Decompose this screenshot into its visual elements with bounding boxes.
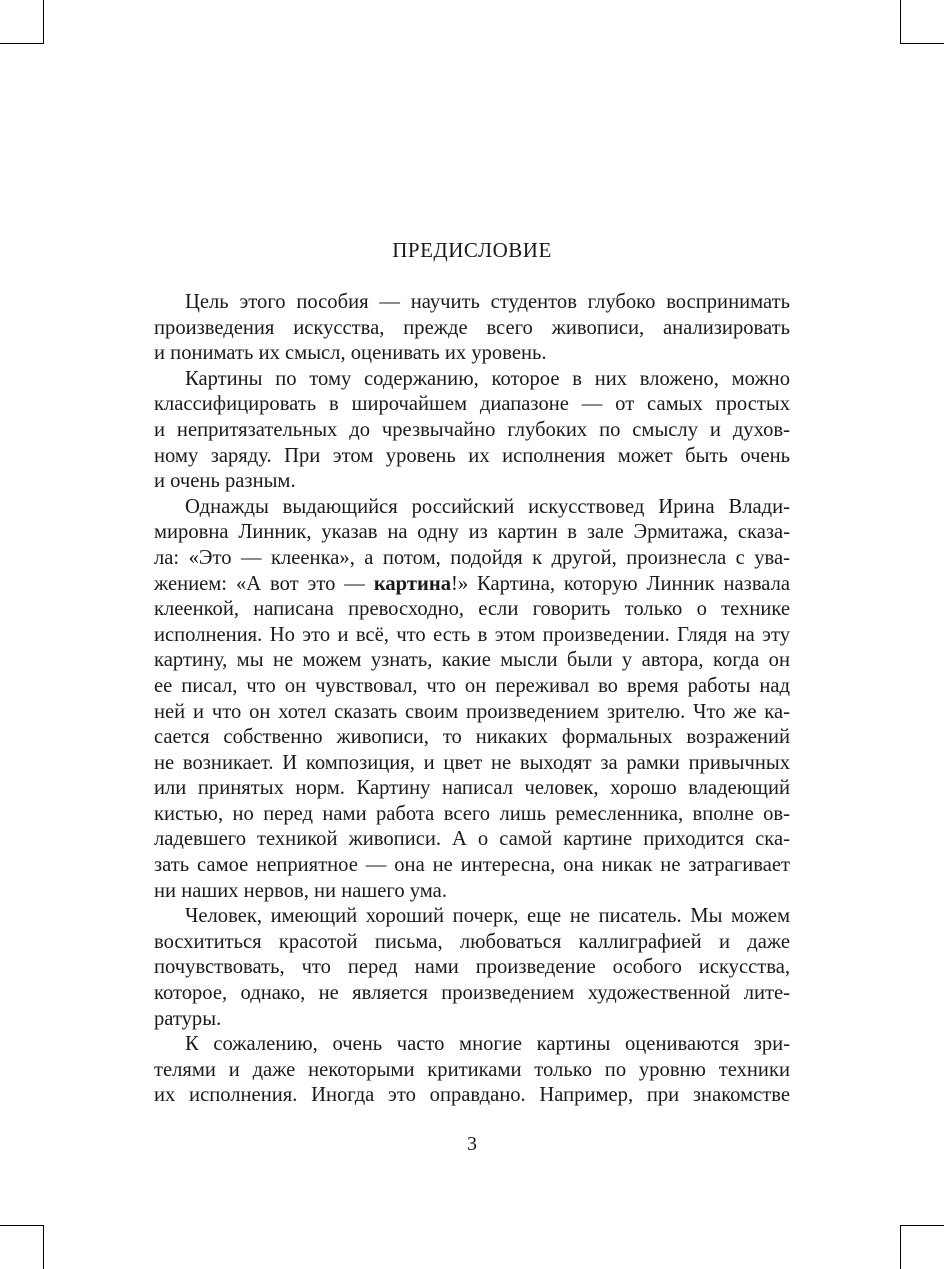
text-line: ратуры.: [154, 1007, 222, 1030]
text-line: мировна Линник, указав на одну из картин в зале Эрмитажа, сказа-: [154, 521, 790, 544]
text-line: исполнения. Но это и всё, что есть в этом произведении. Глядя на эту: [154, 623, 790, 646]
text-line: Цель этого пособия — научить студентов глубоко воспринимать: [185, 291, 790, 313]
text-line: Картины по тому содержанию, которое в них вложено, можно: [185, 367, 790, 390]
crop-mark-top-right-horizontal: [900, 43, 944, 44]
text-line: их исполнения. Иногда это оправдано. Например, при знакомстве: [154, 1084, 790, 1107]
crop-mark-top-left-vertical: [43, 0, 44, 44]
page-number: 3: [467, 1133, 477, 1155]
emphasized-word: картина: [373, 572, 451, 595]
text-line: кистью, но перед нами работа всего лишь ремесленника, вполне ов-: [154, 802, 790, 825]
text-line: К сожалению, очень часто многие картины оцениваются зри-: [185, 1033, 790, 1056]
text-line: ней и что он хотел сказать своим произведением зрителю. Что же ка-: [154, 700, 790, 723]
text-line: ни наших нервов, ни нашего ума.: [154, 879, 447, 902]
text-line: ному заряду. При этом уровень их исполнения может быть очень: [154, 444, 790, 467]
text-segment: !» Картина, которую Линник назвала: [451, 572, 791, 595]
text-line: картину, мы не можем узнать, какие мысли были у автора, когда он: [154, 649, 790, 672]
text-line: произведения искусства, прежде всего живописи, анализировать: [154, 316, 790, 339]
text-line: не возникает. И композиция, и цвет не выходят за рамки привычных: [154, 751, 790, 774]
text-line: которое, однако, не является произведением художественной лите-: [154, 982, 790, 1005]
text-line: восхититься красотой письма, любоваться каллиграфией и даже: [154, 930, 790, 953]
crop-mark-bottom-right-horizontal: [900, 1225, 944, 1226]
text-line: клеенкой, написана превосходно, если говорить только о технике: [154, 598, 790, 621]
text-line: ладевшего техникой живописи. А о самой картине приходится ска-: [154, 828, 790, 851]
text-line: Человек, имеющий хороший почерк, еще не писатель. Мы можем: [185, 905, 790, 928]
crop-mark-top-left-horizontal: [0, 43, 44, 44]
text-line: и непритязательных до чрезвычайно глубоких по смыслу и духов-: [154, 418, 790, 441]
text-line: или принятых норм. Картину написал человек, хорошо владеющий: [154, 777, 790, 800]
text-line: зать самое неприятное — она не интересна, она никак не затрагивает: [154, 854, 790, 877]
crop-mark-bottom-left-horizontal: [0, 1225, 44, 1226]
text-line: ла: «Это — клеенка», а потом, подойдя к другой, произнесла с ува-: [154, 546, 790, 569]
text-line: телями и даже некоторыми критиками только по уровню техники: [154, 1058, 790, 1081]
text-line-with-emphasis: [154, 572, 790, 598]
text-line: почувствовать, что перед нами произведение особого искусства,: [154, 956, 790, 979]
crop-mark-bottom-right-vertical: [900, 1225, 901, 1269]
text-line: сается собственно живописи, то никаких формальных возражений: [154, 726, 790, 749]
page-title: ПРЕДИСЛОВИЕ: [392, 238, 552, 262]
text-line: Однажды выдающийся российский искусствовед Ирина Влади-: [185, 495, 790, 518]
text-segment: жением: «А вот это —: [154, 572, 374, 595]
text-line: и понимать их смысл, оценивать их уровень.: [154, 342, 547, 365]
body-text: [154, 290, 790, 1109]
text-line: ее писал, что он чувствовал, что он переживал во время работы над: [154, 674, 790, 697]
text-line: классифицировать в широчайшем диапазоне — от самых простых: [154, 393, 790, 416]
crop-mark-bottom-left-vertical: [43, 1225, 44, 1269]
crop-mark-top-right-vertical: [900, 0, 901, 44]
text-line: и очень разным.: [154, 470, 296, 493]
